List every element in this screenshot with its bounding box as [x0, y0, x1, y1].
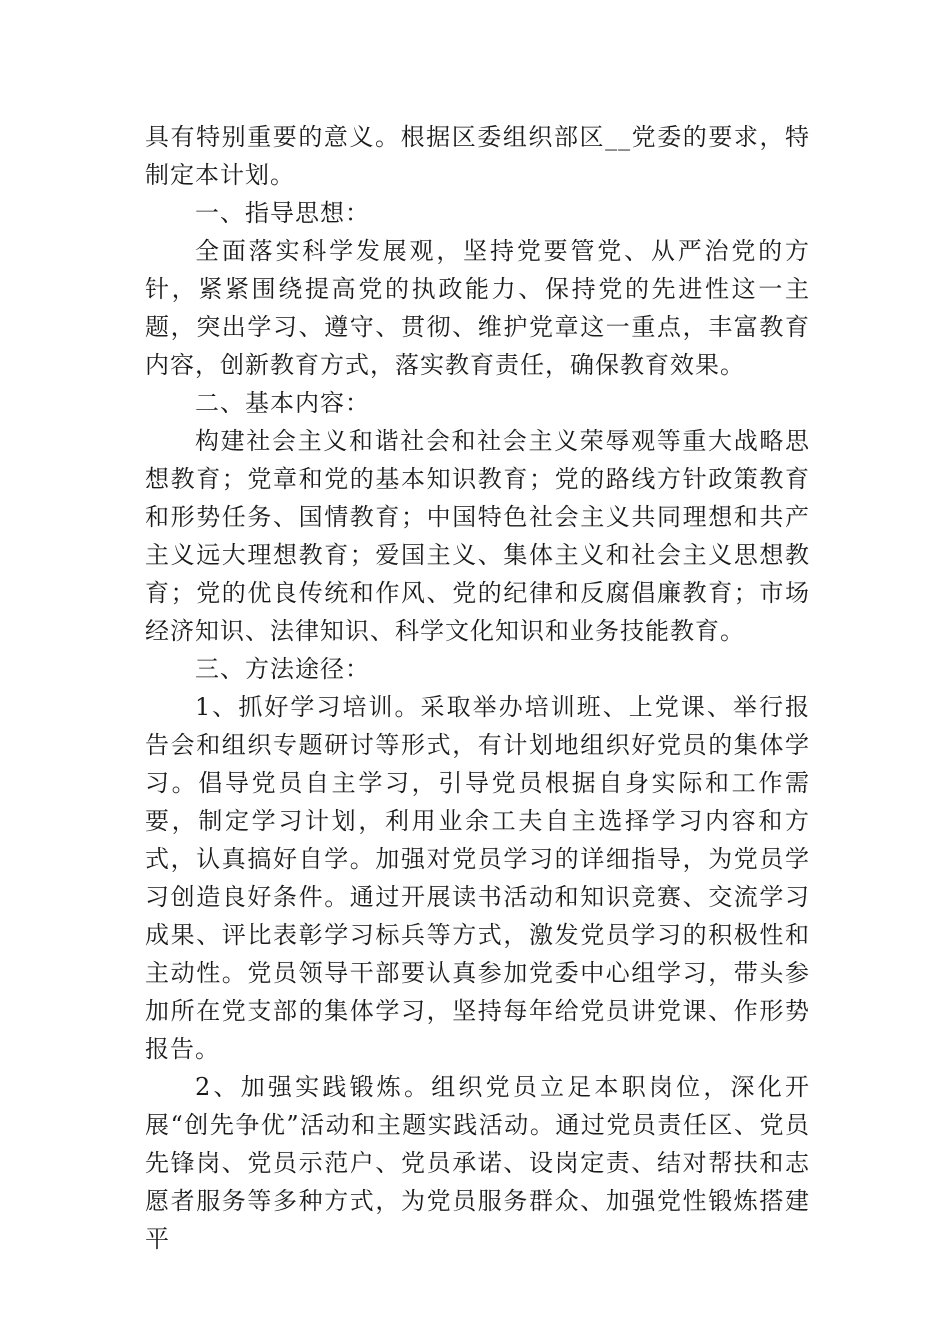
heading-methods: 三、方法途径： [195, 655, 370, 683]
heading-guiding-ideology: 一、指导思想： [195, 199, 370, 227]
paragraph-practice: 2、加强实践锻炼。组织党员立足本职岗位，深化开展“创先争优”活动和主题实践活动。通过党员责任区、党员先锋岗、党员示范户、党员承诺、设岗定责、结对帮扶和志愿者服务等多种方式，为党员服务群众、加强党性锻炼搭建平 [145, 1073, 810, 1253]
paragraph-intro-continuation: 具有特别重要的意义。根据区委组织部区__党委的要求，特制定本计划。 [145, 123, 810, 189]
heading-basic-content: 二、基本内容： [195, 389, 370, 417]
document-body [145, 118, 810, 1258]
paragraph-study-training: 1、抓好学习培训。采取举办培训班、上党课、举行报告会和组织专题研讨等形式，有计划地组织好党员的集体学习。倡导党员自主学习，引导党员根据自身实际和工作需要，制定学习计划，利用业余工夫自主选择学习内容和方式，认真搞好自学。加强对党员学习的详细指导，为党员学习创造良好条件。通过开展读书活动和知识竞赛、交流学习成果、评比表彰学习标兵等方式，激发党员学习的积极性和主动性。党员领导干部要认真参加党委中心组学习，带头参加所在党支部的集体学习，坚持每年给党员讲党课、作形势报告。 [145, 693, 810, 1063]
paragraph-guiding-ideology: 全面落实科学发展观，坚持党要管党、从严治党的方针，紧紧围绕提高党的执政能力、保持党的先进性这一主题，突出学习、遵守、贯彻、维护党章这一重点，丰富教育内容，创新教育方式，落实教育责任，确保教育效果。 [145, 237, 810, 379]
paragraph-basic-content: 构建社会主义和谐社会和社会主义荣辱观等重大战略思想教育；党章和党的基本知识教育；党的路线方针政策教育和形势任务、国情教育；中国特色社会主义共同理想和共产主义远大理想教育；爱国主义、集体主义和社会主义思想教育；党的优良传统和作风、党的纪律和反腐倡廉教育；市场经济知识、法律知识、科学文化知识和业务技能教育。 [145, 427, 810, 645]
